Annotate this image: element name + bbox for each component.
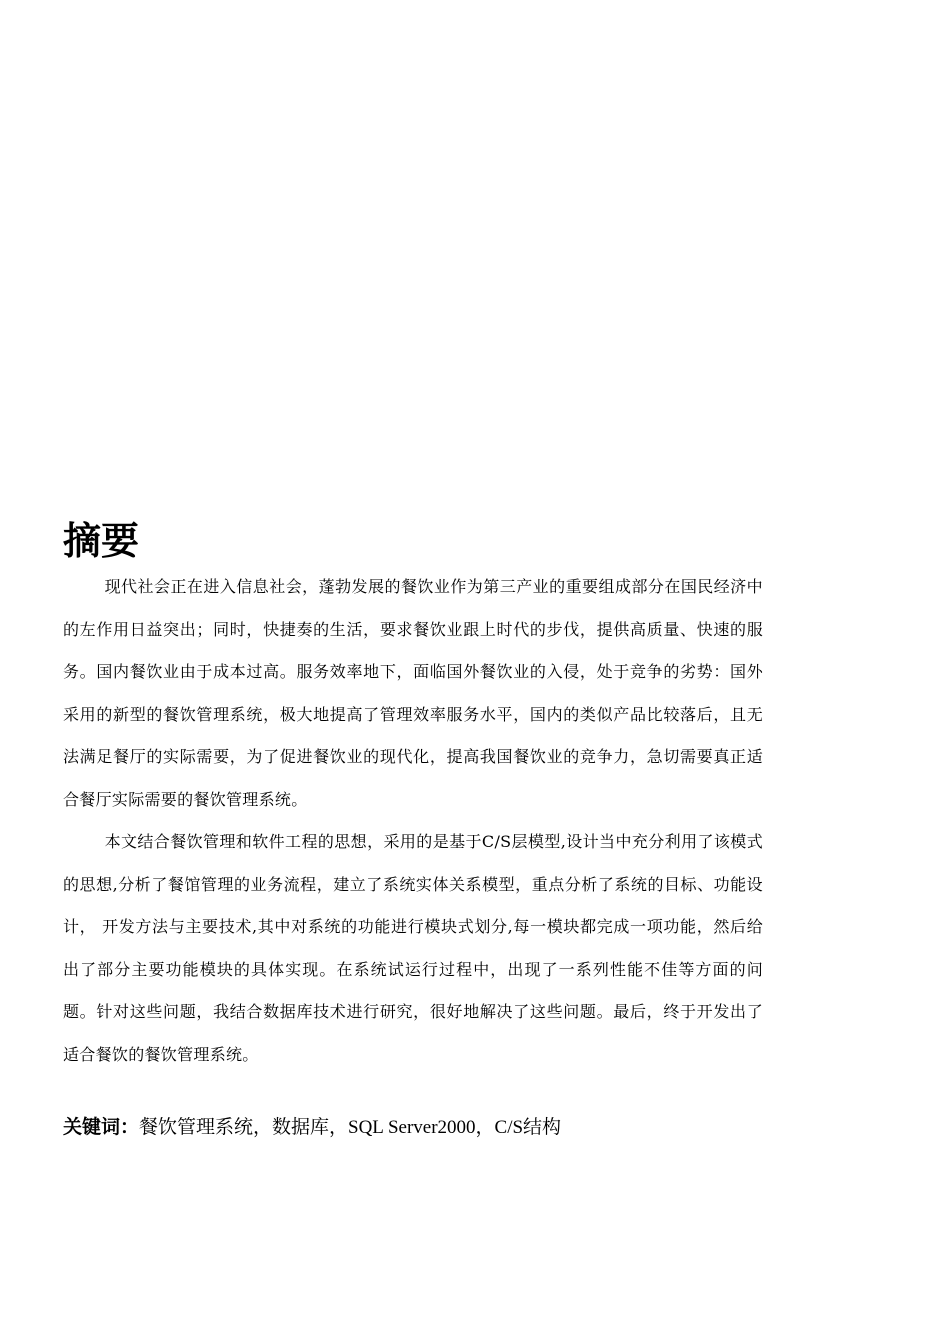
abstract-section	[63, 516, 763, 1143]
abstract-paragraph-1: 现代社会正在进入信息社会，蓬勃发展的餐饮业作为第三产业的重要组成部分在国民经济中的左作用日益突出；同时，快捷奏的生活，要求餐饮业跟上时代的步伐，提供高质量、快速的服务。国内餐饮业由于成本过高。服务效率地下，面临国外餐饮业的入侵，处于竞争的劣势：国外采用的新型的餐饮管理系统，极大地提高了管理效率服务水平，国内的类似产品比较落后，且无法满足餐厅的实际需要，为了促进餐饮业的现代化，提高我国餐饮业的竞争力，急切需要真正适合餐厅实际需要的餐饮管理系统。	[63, 577, 763, 809]
keywords-line	[63, 1112, 763, 1143]
keywords-label: 关键词：	[63, 1116, 140, 1138]
keywords-text: 餐饮管理系统，数据库，SQL Server2000，C/S结构	[139, 1117, 562, 1138]
abstract-paragraph-2: 本文结合餐饮管理和软件工程的思想，采用的是基于C/S层模型,设计当中充分利用了该模式的思想,分析了餐馆管理的业务流程，建立了系统实体关系模型，重点分析了系统的目标、功能设计， 开发方法与主要技术,其中对系统的功能进行模块式划分,每一模块都完成一项功能，然后给出了部分主要功能模块的具体实现。在系统试运行过程中，出现了一系列性能不佳等方面的问题。针对这些问题，我结合数据库技术进行研究，很好地解决了这些问题。最后，终于开发出了适合餐饮的餐饮管理系统。	[63, 832, 763, 1064]
abstract-title: 摘要	[63, 519, 140, 563]
